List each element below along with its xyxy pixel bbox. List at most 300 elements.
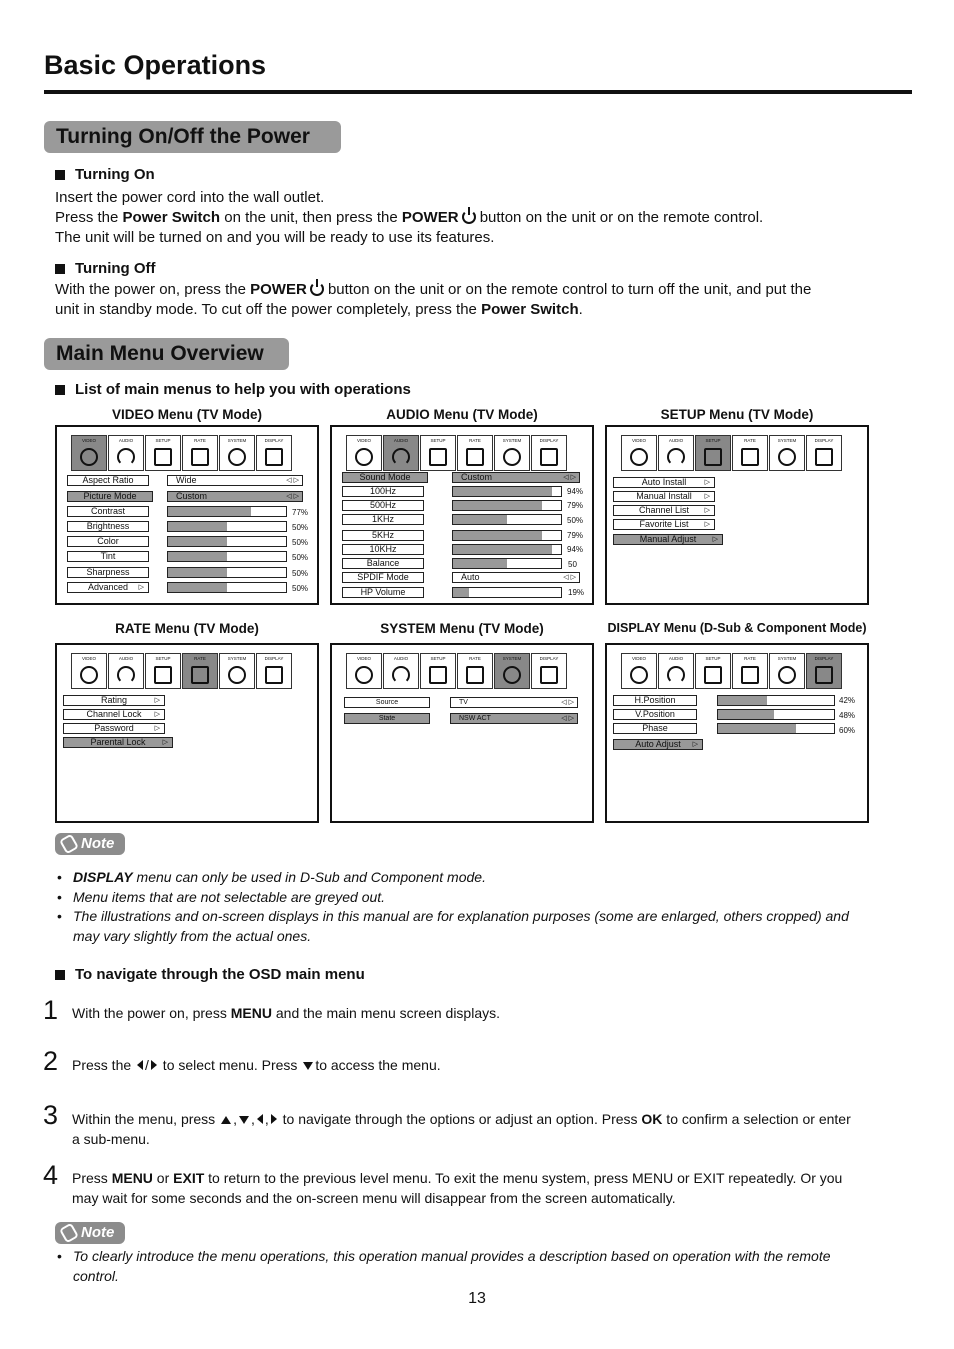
icon-caption: VIDEO xyxy=(81,656,96,661)
arrow-right-icon xyxy=(151,1060,157,1070)
paperclip-icon xyxy=(59,834,79,855)
triangle-right-icon: ▷ xyxy=(692,741,698,748)
value-text: Custom xyxy=(176,491,208,501)
icon-caption: SETUP xyxy=(705,438,721,443)
bar-fill xyxy=(453,559,507,568)
display-icon[interactable] xyxy=(256,653,292,689)
rate-icon[interactable] xyxy=(182,653,218,689)
text-run: Within the menu, press xyxy=(72,1111,220,1127)
display-icon[interactable] xyxy=(531,435,567,471)
rate-row[interactable] xyxy=(63,723,165,734)
system-menu-caption: SYSTEM Menu (TV Mode) xyxy=(380,621,544,636)
audio-row-label[interactable]: 10KHz xyxy=(342,544,424,555)
text-run: to navigate through the options or adjust an option. Press xyxy=(278,1111,642,1127)
bar-fill xyxy=(168,552,227,561)
audio-icon[interactable] xyxy=(108,435,144,471)
audio-icon[interactable] xyxy=(383,435,419,471)
setup-icon[interactable] xyxy=(695,435,731,471)
audio-level-bar xyxy=(452,514,562,525)
display-row-selected[interactable] xyxy=(613,739,703,750)
audio-level-value: 79% xyxy=(567,501,584,510)
navigate-heading xyxy=(55,966,365,983)
audio-level-value: 50% xyxy=(567,516,584,525)
system-row-label[interactable]: Source xyxy=(344,697,430,708)
icon-caption: SETUP xyxy=(430,656,446,661)
text-run: and the main menu screen displays. xyxy=(271,1005,500,1021)
icon-glyph xyxy=(540,448,558,466)
system-icon[interactable] xyxy=(219,653,255,689)
bar-fill xyxy=(718,696,767,705)
setup-icon[interactable] xyxy=(695,653,731,689)
triangle-right-icon: ▷ xyxy=(704,479,710,486)
display-level-bar xyxy=(717,709,835,720)
menu-list-heading xyxy=(55,381,411,398)
icon-caption: AUDIO xyxy=(118,656,134,661)
power-bold: POWER xyxy=(250,281,307,298)
bar-fill xyxy=(453,588,469,597)
icon-caption: SETUP xyxy=(155,438,171,443)
rate-icon[interactable] xyxy=(182,435,218,471)
icon-caption: VIDEO xyxy=(356,438,371,443)
rate-menu-panel xyxy=(55,643,319,823)
note-badge xyxy=(55,1222,125,1244)
rate-row-selected[interactable] xyxy=(63,737,173,748)
audio-row-label[interactable]: HP Volume xyxy=(342,587,424,598)
left-right-arrows-icon: ◁ ▷ xyxy=(563,474,576,481)
icon-caption: RATE xyxy=(744,438,756,443)
audio-menu-panel xyxy=(330,425,594,605)
setup-row-selected[interactable] xyxy=(613,534,723,545)
display-level-value: 60% xyxy=(839,726,856,735)
row-text: Rating xyxy=(100,695,127,705)
row-text: Manual Install xyxy=(636,491,692,501)
display-icon[interactable] xyxy=(531,653,567,689)
text-run: Press xyxy=(72,1170,112,1186)
menu-icon-bar xyxy=(346,653,568,689)
video-level-bar xyxy=(167,582,287,593)
icon-glyph xyxy=(503,448,521,466)
bar-fill xyxy=(453,487,552,496)
setup-menu-caption: SETUP Menu (TV Mode) xyxy=(660,407,814,422)
video-menu-panel xyxy=(55,425,319,605)
bar-fill xyxy=(168,537,227,546)
triangle-right-icon: ▷ xyxy=(704,521,710,528)
rate-icon[interactable] xyxy=(457,435,493,471)
menu-icon-bar xyxy=(621,435,843,471)
text-run: . xyxy=(578,301,583,318)
icon-caption: RATE xyxy=(744,656,756,661)
turning-on-heading xyxy=(55,166,155,183)
bar-fill xyxy=(453,531,542,540)
bullet-square-icon xyxy=(55,170,65,180)
icon-glyph xyxy=(466,448,484,466)
icon-glyph xyxy=(704,448,722,466)
triangle-right-icon: ▷ xyxy=(704,507,710,514)
row-text: Auto Install xyxy=(641,477,687,487)
icon-glyph xyxy=(630,448,648,466)
bullet-square-icon xyxy=(55,970,65,980)
video-icon[interactable] xyxy=(71,653,107,689)
icon-caption: AUDIO xyxy=(393,656,409,661)
icon-glyph xyxy=(392,666,410,684)
audio-row-label[interactable]: SPDIF Mode xyxy=(342,572,424,583)
text-run: to access the menu. xyxy=(315,1057,441,1073)
turning-off-text xyxy=(55,280,915,320)
system-icon[interactable] xyxy=(494,435,530,471)
video-row-advanced[interactable] xyxy=(67,582,149,593)
text-run: on the unit, then press the xyxy=(220,209,402,226)
menu-bold: MENU xyxy=(111,1170,153,1186)
audio-level-value: 94% xyxy=(567,487,584,496)
turning-on-line-3: The unit will be turned on and you will be ready to use its features. xyxy=(55,229,495,246)
triangle-right-icon: ▷ xyxy=(138,584,144,591)
display-icon[interactable] xyxy=(256,435,292,471)
value-text: Wide xyxy=(176,475,197,485)
setup-icon[interactable] xyxy=(420,435,456,471)
icon-glyph xyxy=(265,448,283,466)
display-icon[interactable] xyxy=(806,435,842,471)
triangle-right-icon: ▷ xyxy=(154,711,160,718)
icon-glyph xyxy=(191,666,209,684)
ok-bold: OK xyxy=(641,1111,663,1127)
icon-caption: RATE xyxy=(469,438,481,443)
bar-fill xyxy=(453,515,507,524)
audio-row-label[interactable]: Sound Mode xyxy=(342,472,428,483)
bullet-square-icon xyxy=(55,264,65,274)
navigate-label: To navigate through the OSD main menu xyxy=(75,966,365,983)
icon-caption: SYSTEM xyxy=(777,438,797,443)
video-row-label[interactable]: Color xyxy=(67,536,149,547)
power-icon xyxy=(462,210,476,224)
audio-icon[interactable] xyxy=(658,653,694,689)
system-icon[interactable] xyxy=(494,653,530,689)
note-label: Note xyxy=(81,835,115,852)
icon-glyph xyxy=(80,666,98,684)
row-text: Channel Lock xyxy=(86,709,142,719)
display-row-label[interactable]: Phase xyxy=(613,723,697,734)
icon-caption: AUDIO xyxy=(393,438,409,443)
video-level-value: 50% xyxy=(292,553,309,562)
text-run: menu can only be used in D-Sub and Component mode. xyxy=(132,869,486,885)
video-level-value: 77% xyxy=(292,508,309,517)
video-row-label[interactable]: Brightness xyxy=(67,521,149,532)
icon-caption: AUDIO xyxy=(118,438,134,443)
video-icon[interactable] xyxy=(346,435,382,471)
menu-icon-bar xyxy=(71,653,293,689)
menu-list-label: List of main menus to help you with operations xyxy=(75,381,411,398)
icon-glyph xyxy=(667,448,685,466)
icon-caption: VIDEO xyxy=(356,656,371,661)
video-level-bar xyxy=(167,551,287,562)
value-text: Auto xyxy=(461,572,480,582)
note-item: • The illustrations and on-screen displays in this manual are for explanation purposes (some are enlarged, others cropped) and may vary slightly from the actual ones. xyxy=(55,907,855,946)
bar-fill xyxy=(718,710,774,719)
page-number: 13 xyxy=(468,1290,486,1307)
icon-caption: VIDEO xyxy=(631,656,646,661)
audio-value[interactable] xyxy=(452,572,580,583)
video-row-label[interactable]: Contrast xyxy=(67,506,149,517)
power-bold: POWER xyxy=(401,209,459,226)
icon-glyph xyxy=(154,666,172,684)
video-icon[interactable] xyxy=(346,653,382,689)
row-text: Auto Adjust xyxy=(635,739,681,749)
video-level-value: 50% xyxy=(292,584,309,593)
icon-caption: DISPLAY xyxy=(539,438,559,443)
setup-row[interactable] xyxy=(613,491,715,502)
turning-on-line-1: Insert the power cord into the wall outlet. xyxy=(55,189,325,206)
video-icon[interactable] xyxy=(621,435,657,471)
setup-menu-panel xyxy=(605,425,869,605)
note-list-1 xyxy=(55,868,855,946)
bar-fill xyxy=(718,724,796,733)
icon-glyph xyxy=(778,448,796,466)
section-power-heading: Turning On/Off the Power xyxy=(44,121,341,153)
step-4-text xyxy=(72,1169,852,1208)
video-icon[interactable] xyxy=(621,653,657,689)
icon-glyph xyxy=(503,666,521,684)
icon-caption: SYSTEM xyxy=(227,438,247,443)
icon-glyph xyxy=(815,448,833,466)
note-label: Note xyxy=(81,1224,115,1241)
icon-glyph xyxy=(154,448,172,466)
step-number: 1 xyxy=(43,995,59,1025)
audio-row-label[interactable]: 500Hz xyxy=(342,500,424,511)
value-text: TV xyxy=(459,699,468,706)
audio-level-value: 50 xyxy=(568,560,577,569)
video-row-label[interactable]: Tint xyxy=(67,551,149,562)
triangle-right-icon: ▷ xyxy=(712,536,718,543)
bar-fill xyxy=(453,501,542,510)
system-icon[interactable] xyxy=(769,435,805,471)
icon-caption: SYSTEM xyxy=(502,438,522,443)
section-menu-heading: Main Menu Overview xyxy=(44,338,289,370)
video-value[interactable] xyxy=(167,491,303,502)
text-run: unit in standby mode. To cut off the power completely, press the xyxy=(55,301,482,318)
audio-level-value: 94% xyxy=(567,545,584,554)
audio-icon[interactable] xyxy=(658,435,694,471)
icon-glyph xyxy=(392,448,410,466)
exit-bold: EXIT xyxy=(173,1170,205,1186)
triangle-right-icon: ▷ xyxy=(162,739,168,746)
row-text: Manual Adjust xyxy=(639,534,697,544)
page-title: Basic Operations xyxy=(44,50,267,80)
left-right-arrows-icon: ◁ ▷ xyxy=(561,715,574,722)
power-switch-bold: Power Switch xyxy=(481,301,579,318)
video-level-bar xyxy=(167,536,287,547)
value-text: NSW ACT xyxy=(459,715,491,722)
title-divider xyxy=(44,90,912,94)
menu-icon-bar xyxy=(346,435,568,471)
audio-menu-caption: AUDIO Menu (TV Mode) xyxy=(386,407,538,422)
icon-caption: DISPLAY xyxy=(264,438,284,443)
system-value[interactable] xyxy=(450,697,578,708)
icon-caption: AUDIO xyxy=(668,656,684,661)
note-item xyxy=(55,868,855,888)
icon-caption: DISPLAY xyxy=(814,438,834,443)
setup-row[interactable] xyxy=(613,505,715,516)
audio-level-bar xyxy=(452,500,562,511)
audio-row-label[interactable]: 5KHz xyxy=(342,530,424,541)
step-2-text: Press the / to select menu. Press to access the menu. xyxy=(72,1057,441,1073)
icon-caption: SETUP xyxy=(430,438,446,443)
display-menu-panel xyxy=(605,643,869,823)
video-level-value: 50% xyxy=(292,523,309,532)
video-value[interactable] xyxy=(167,475,303,486)
note-item: • To clearly introduce the menu operations, this operation manual provides a description based on operation with the remote control. xyxy=(55,1247,835,1286)
audio-level-value: 79% xyxy=(567,531,584,540)
text-run: button on the unit or on the remote control to turn off the unit, and put the xyxy=(323,281,812,298)
setup-row[interactable] xyxy=(613,519,715,530)
text-run: Press the xyxy=(55,209,123,226)
setup-icon[interactable] xyxy=(145,435,181,471)
icon-glyph xyxy=(466,666,484,684)
icon-caption: DISPLAY xyxy=(264,656,284,661)
display-level-bar xyxy=(717,723,835,734)
video-row-label[interactable]: Aspect Ratio xyxy=(67,475,149,486)
rate-row[interactable] xyxy=(63,709,165,720)
text-run: to select menu. Press xyxy=(158,1057,302,1073)
video-row-label[interactable]: Picture Mode xyxy=(67,491,153,502)
icon-glyph xyxy=(228,448,246,466)
display-menu-caption: DISPLAY Menu (D-Sub & Component Mode) xyxy=(607,621,867,635)
row-text: Advanced xyxy=(87,582,129,592)
icon-caption: RATE xyxy=(469,656,481,661)
step-number: 4 xyxy=(43,1160,59,1190)
row-text: Password xyxy=(94,723,134,733)
display-level-bar xyxy=(717,695,835,706)
note-bold: DISPLAY xyxy=(73,869,133,885)
icon-caption: VIDEO xyxy=(81,438,96,443)
video-level-value: 50% xyxy=(292,569,309,578)
icon-glyph xyxy=(778,666,796,684)
rate-icon[interactable] xyxy=(457,653,493,689)
bar-fill xyxy=(168,583,227,592)
arrow-down-icon xyxy=(303,1062,313,1070)
setup-row[interactable] xyxy=(613,477,715,488)
video-level-bar xyxy=(167,521,287,532)
icon-glyph xyxy=(704,666,722,684)
bar-fill xyxy=(168,522,227,531)
menu-bold: MENU xyxy=(230,1005,272,1021)
video-row-label[interactable]: Sharpness xyxy=(67,567,149,578)
left-right-arrows-icon: ◁ ▷ xyxy=(561,699,574,706)
icon-glyph xyxy=(191,448,209,466)
row-text: Channel List xyxy=(638,505,690,515)
audio-value[interactable] xyxy=(452,472,580,483)
icon-caption: SYSTEM xyxy=(227,656,247,661)
system-icon[interactable] xyxy=(769,653,805,689)
icon-glyph xyxy=(815,666,833,684)
turning-on-text xyxy=(55,188,915,248)
text-run: Press the xyxy=(72,1057,136,1073)
note-list-2 xyxy=(55,1247,835,1286)
rate-icon[interactable] xyxy=(732,653,768,689)
value-text: Custom xyxy=(461,472,493,482)
video-level-bar xyxy=(167,506,287,517)
audio-level-bar xyxy=(452,530,562,541)
arrow-down-icon xyxy=(239,1116,249,1124)
system-value[interactable] xyxy=(450,713,578,724)
turning-off-heading xyxy=(55,260,156,277)
step-3-text: Within the menu, press , , , to navigate through the options or adjust an option. Press OK to confirm a selection or enter a sub-menu. xyxy=(72,1111,851,1147)
audio-level-bar xyxy=(452,544,562,555)
note-badge xyxy=(55,833,125,855)
text-run: to return to the previous level menu. To exit the menu system, press MENU or EXIT repeatedly. Or you may wait for some seconds and the on-screen menu will disappear from the screen automatically. xyxy=(72,1170,843,1206)
triangle-right-icon: ▷ xyxy=(704,493,710,500)
icon-glyph xyxy=(540,666,558,684)
icon-glyph xyxy=(741,666,759,684)
icon-caption: SYSTEM xyxy=(502,656,522,661)
turning-off-line-1 xyxy=(55,280,915,300)
bar-fill xyxy=(453,545,552,554)
icon-caption: SYSTEM xyxy=(777,656,797,661)
rate-icon[interactable] xyxy=(732,435,768,471)
step-number: 3 xyxy=(43,1100,59,1130)
display-icon[interactable] xyxy=(806,653,842,689)
bar-fill xyxy=(168,507,251,516)
left-right-arrows-icon: ◁ ▷ xyxy=(563,574,576,581)
icon-glyph xyxy=(355,448,373,466)
icon-glyph xyxy=(429,448,447,466)
icon-glyph xyxy=(117,448,135,466)
display-row-label[interactable]: V.Position xyxy=(613,709,697,720)
turning-on-label: Turning On xyxy=(75,166,155,183)
icon-caption: VIDEO xyxy=(631,438,646,443)
system-menu-panel xyxy=(330,643,594,823)
display-level-value: 48% xyxy=(839,711,856,720)
text-run: button on the unit or on the remote control. xyxy=(475,209,764,226)
display-row-label[interactable]: H.Position xyxy=(613,695,697,706)
turning-on-line-2 xyxy=(55,208,915,228)
bullet-square-icon xyxy=(55,385,65,395)
menu-icon-bar xyxy=(621,653,843,689)
audio-level-value: 19% xyxy=(568,588,585,597)
text-run: With the power on, press the xyxy=(55,281,251,298)
icon-glyph xyxy=(667,666,685,684)
paperclip-icon xyxy=(59,1223,79,1244)
triangle-right-icon: ▷ xyxy=(154,725,160,732)
icon-glyph xyxy=(117,666,135,684)
text-run: With the power on, press xyxy=(72,1005,231,1021)
bar-fill xyxy=(168,568,227,577)
menu-icon-bar xyxy=(71,435,293,471)
turning-off-label: Turning Off xyxy=(75,260,156,277)
video-icon[interactable] xyxy=(71,435,107,471)
note-item: • Menu items that are not selectable are greyed out. xyxy=(55,888,855,908)
system-icon[interactable] xyxy=(219,435,255,471)
icon-glyph xyxy=(429,666,447,684)
audio-icon[interactable] xyxy=(108,653,144,689)
turning-off-line-2 xyxy=(55,300,915,320)
row-text: Favorite List xyxy=(639,519,689,529)
audio-row-label[interactable]: 100Hz xyxy=(342,486,424,497)
audio-level-bar xyxy=(452,587,562,598)
rate-row[interactable] xyxy=(63,695,165,706)
audio-row-label[interactable]: Balance xyxy=(342,558,424,569)
video-level-bar xyxy=(167,567,287,578)
audio-row-label[interactable]: 1KHz xyxy=(342,514,424,525)
audio-icon[interactable] xyxy=(383,653,419,689)
rate-menu-caption: RATE Menu (TV Mode) xyxy=(115,621,259,636)
setup-icon[interactable] xyxy=(145,653,181,689)
icon-caption: DISPLAY xyxy=(539,656,559,661)
step-number: 2 xyxy=(43,1046,59,1076)
system-row-label[interactable]: State xyxy=(344,713,430,724)
setup-icon[interactable] xyxy=(420,653,456,689)
icon-glyph xyxy=(265,666,283,684)
icon-glyph xyxy=(228,666,246,684)
icon-caption: DISPLAY xyxy=(814,656,834,661)
